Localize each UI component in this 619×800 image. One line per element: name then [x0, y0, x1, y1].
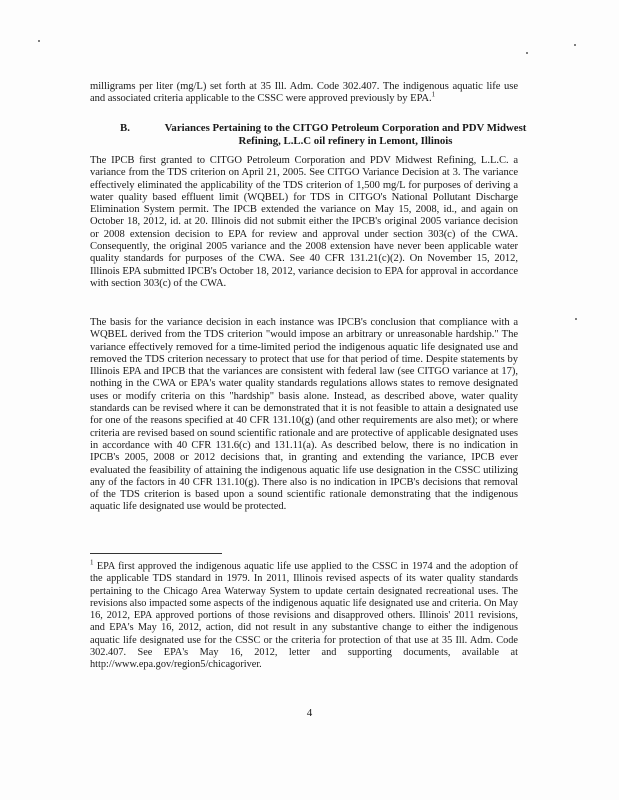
page-number: 4: [306, 707, 313, 719]
footnote-number: 1: [90, 558, 94, 567]
scan-speck: [38, 40, 40, 42]
scan-speck: [575, 318, 577, 320]
footnote-divider: [90, 553, 222, 554]
paragraph-citgo-variance: The IPCB first granted to CITGO Petroleum Corporation and PDV Midwest Refining, L.L.C. a variance from the TDS criterion on April 21, 2005. See CITGO Variance Decision at 3. The variance effectively eliminated the applicability of the TDS criterion of 1,500 mg/L for purposes of deriving a water quality based effluent limit (WQBEL) for TDS in CITGO's National Pollutant Discharge Elimination System permit. The IPCB extended the variance on May 15, 2008, id., and again on October 18, 2012, id. at 20. Illinois did not submit either the IPCB's original 2005 variance decision or 2008 extension decision to EPA for review and approval under section 303(c) of the CWA. Consequently, the original 2005 variance and the 2008 extension have never been applicable water quality standards for purposes of the CWA. See 40 CFR 131.21(c)(2). On November 15, 2012, Illinois EPA submitted IPCB's October 18, 2012, variance decision to EPA for approval in accordance with section 303(c) of the CWA.: [90, 155, 518, 289]
footnote-text: EPA first approved the indigenous aquatic life use applied to the CSSC in 1974 and the adoption of the applicable TDS standard in 1979. In 2011, Illinois revised aspects of its water quality standards pertaining to the Chicago Area Waterway System to update certain designated recreational uses. The revisions also impacted some aspects of the indigenous aquatic life designated use and criteria. On May 16, 2012, EPA approved portions of those revisions and disapproved others. Illinois' 2011 revisions, and EPA's May 16, 2012, action, did not result in any substantive change to either the indigenous aquatic life designated use for the CSSC or the criteria for protection of that use at 35 Ill. Adm. Code 302.407. See EPA's May 16, 2012, letter and supporting documents, available at http://www.epa.gov/region5/chicagoriver.: [90, 561, 519, 671]
footnote: [90, 558, 519, 672]
section-title: Variances Pertaining to the CITGO Petroleum Corporation and PDV Midwest Refining, L.L.C oil refinery in Lemont, Illinois: [164, 122, 527, 147]
intro-paragraph: [90, 81, 518, 106]
paragraph-variance-basis: The basis for the variance decision in each instance was IPCB's conclusion that compliance with a WQBEL derived from the TDS criterion "would impose an arbitrary or unreasonable hardship." The variance effectively removed for a time-limited period the indigenous aquatic life designated use and removed the TDS criterion necessary to protect that use for that period of time. Despite statements by Illinois EPA and IPCB that the variances are consistent with federal law (see CITGO variance at 17), nothing in the CWA or EPA's water quality standards regulations allows states to remove designated uses or modify criteria on this "hardship" basis alone. Instead, as described above, water quality standards can be revised where it can be demonstrated that it is not feasible to attain a designated use for one of the reasons specified at 40 CFR 131.10(g) (and other requirements are also met); or where criteria are revised based on sound scientific rationale and are protective of applicable designated uses in accordance with 40 CFR 131.6(c) and 131.11(a). As described below, there is no indication in IPCB's 2005, 2008 or 2012 decisions that, in granting and extending the variance, IPCB ever evaluated the feasibility of attaining the indigenous aquatic life use designation in the CSSC utilizing any of the factors in 40 CFR 131.10(g). There also is no indication in IPCB's decisions that removal of the TDS criterion is based upon a sound scientific rationale demonstrating that the indigenous aquatic life designated use would be protected.: [90, 317, 518, 513]
footnote-ref: 1: [431, 90, 436, 99]
scan-speck: [574, 44, 576, 46]
section-letter: B.: [120, 122, 130, 134]
scan-speck: [526, 52, 528, 54]
intro-text: milligrams per liter (mg/L) set forth at 35 Ill. Adm. Code 302.407. The indigenous aquatic life use and associated criteria applicable to the CSSC were approved previously by EPA.: [90, 81, 518, 105]
